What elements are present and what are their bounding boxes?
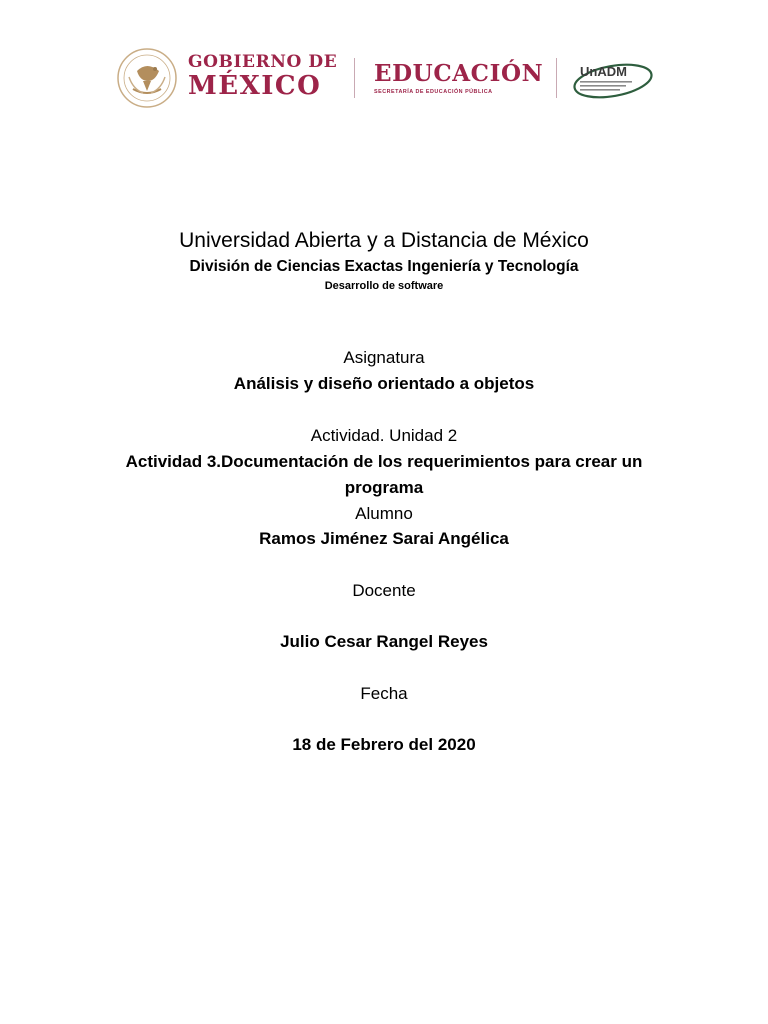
logo-bar [112,42,657,114]
subject-label: Asignatura [343,348,425,367]
educacion-logo [374,62,543,95]
date-value: 18 de Febrero del 2020 [292,735,476,754]
gobierno-de-mexico-logo [188,54,337,99]
mexico-coat-of-arms-icon [115,47,179,109]
gobierno-line2: MÉXICO [188,71,322,101]
logo-divider [354,58,355,98]
logo-divider [556,58,557,98]
date-label: Fecha [360,684,408,703]
unadm-logo [572,54,654,102]
unadm-text: UnADM [580,64,627,79]
activity-label: Actividad. Unidad 2 [310,426,458,445]
division-name: División de Ciencias Exactas Ingeniería y Tecnología [189,258,579,275]
educacion-title: EDUCACIÓN [374,60,544,87]
activity-title: Actividad 3.Documentación de los requerimientos para crear un programa [125,452,643,497]
program-name: Desarrollo de software [324,280,444,292]
student-name: Ramos Jiménez Sarai Angélica [259,529,509,548]
teacher-label: Docente [352,581,416,600]
gobierno-line1: GOBIERNO DE [188,52,338,72]
subject-value: Análisis y diseño orientado a objetos [233,374,535,393]
teacher-name: Julio Cesar Rangel Reyes [280,632,488,651]
student-label: Alumno [355,504,413,523]
secretaria-subtitle: SECRETARÍA DE EDUCACIÓN PÚBLICA [374,89,493,95]
university-name: Universidad Abierta y a Distancia de México [179,229,589,252]
